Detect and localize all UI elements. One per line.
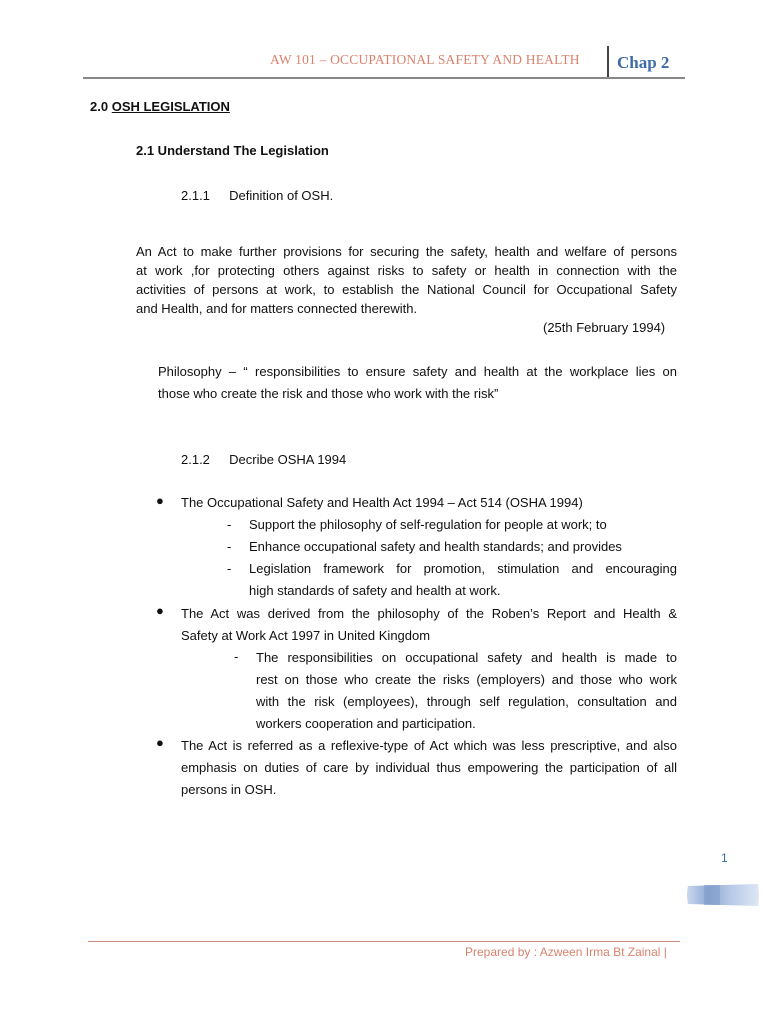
bullet-text xyxy=(181,603,677,647)
header-divider xyxy=(607,46,609,78)
sub-bullet-text: Legislation framework for promotion, stimulation and encouraging xyxy=(249,561,677,576)
philosophy-line: Philosophy – “ responsibilities to ensure safety and health at the workplace lies on xyxy=(158,364,677,379)
page-tab-graphic xyxy=(686,882,760,908)
bullet-icon: ● xyxy=(156,735,164,750)
bullet-icon: ● xyxy=(156,493,164,508)
section-title: OSH LEGISLATION xyxy=(111,99,230,114)
sub-bullet-text xyxy=(256,647,677,735)
definition-date: (25th February 1994) xyxy=(543,320,666,335)
definition-paragraph xyxy=(136,242,677,318)
bullet-line: The Act is referred as a reflexive-type of Act which was less prescriptive, and also xyxy=(181,738,677,753)
header-rule xyxy=(83,77,685,79)
bullet-line: persons in OSH. xyxy=(181,782,277,797)
subsection-heading: 2.1 Understand The Legislation xyxy=(136,143,329,158)
dash-icon: - xyxy=(234,649,239,664)
definition-line: and Health, and for matters connected therewith. xyxy=(136,301,418,316)
sub-bullet-text: Support the philosophy of self-regulation for people at work; to xyxy=(249,517,607,532)
section-heading xyxy=(90,99,230,114)
bullet-text: The Occupational Safety and Health Act 1994 – Act 514 (OSHA 1994) xyxy=(181,495,583,510)
bullet-line: The Act was derived from the philosophy of the Roben’s Report and Health & xyxy=(181,606,677,621)
item-211-title: Definition of OSH. xyxy=(229,188,334,203)
dash-icon: - xyxy=(227,517,232,532)
sub-bullet-text: high standards of safety and health at work. xyxy=(249,583,501,598)
dash-icon: - xyxy=(227,539,232,554)
item-211-heading xyxy=(181,186,333,205)
sub-bullet-line: with the risk (employees), through self regulation, consultation and xyxy=(256,694,677,709)
item-212-heading xyxy=(181,450,346,469)
dash-icon: - xyxy=(227,561,232,576)
sub-bullet-line: The responsibilities on occupational safety and health is made to xyxy=(256,650,677,665)
header-title: AW 101 – OCCUPATIONAL SAFETY AND HEALTH xyxy=(270,52,580,67)
item-211-number: 2.1.1 xyxy=(181,188,210,203)
definition-line: activities of persons at work, to establish the National Council for Occupational Safety xyxy=(136,282,677,297)
footer-rule xyxy=(88,941,680,942)
bullet-icon: ● xyxy=(156,603,164,618)
bullet-line: emphasis on duties of care by individual thus empowering the participation of all xyxy=(181,760,677,775)
bullet-line: Safety at Work Act 1997 in United Kingdom xyxy=(181,628,431,643)
philosophy-paragraph xyxy=(158,361,677,405)
sub-bullet-text: Enhance occupational safety and health standards; and provides xyxy=(249,539,622,554)
footer-text: Prepared by : Azween Irma Bt Zainal | xyxy=(465,945,667,959)
bullet-text xyxy=(181,735,677,801)
sub-bullet-line: workers cooperation and participation. xyxy=(256,716,476,731)
sub-bullet-line: rest on those who create the risks (employers) and those who work xyxy=(256,672,677,687)
item-212-title: Decribe OSHA 1994 xyxy=(229,452,347,467)
page-number: 1 xyxy=(721,851,728,865)
chapter-label: Chap 2 xyxy=(617,53,670,72)
definition-line: at work ,for protecting others against risks to safety or health in connection with the xyxy=(136,263,677,278)
section-number: 2.0 xyxy=(90,99,109,114)
item-212-number: 2.1.2 xyxy=(181,452,210,467)
philosophy-line: those who create the risk and those who work with the risk” xyxy=(158,386,499,401)
definition-line: An Act to make further provisions for securing the safety, health and welfare of persons xyxy=(136,244,677,259)
